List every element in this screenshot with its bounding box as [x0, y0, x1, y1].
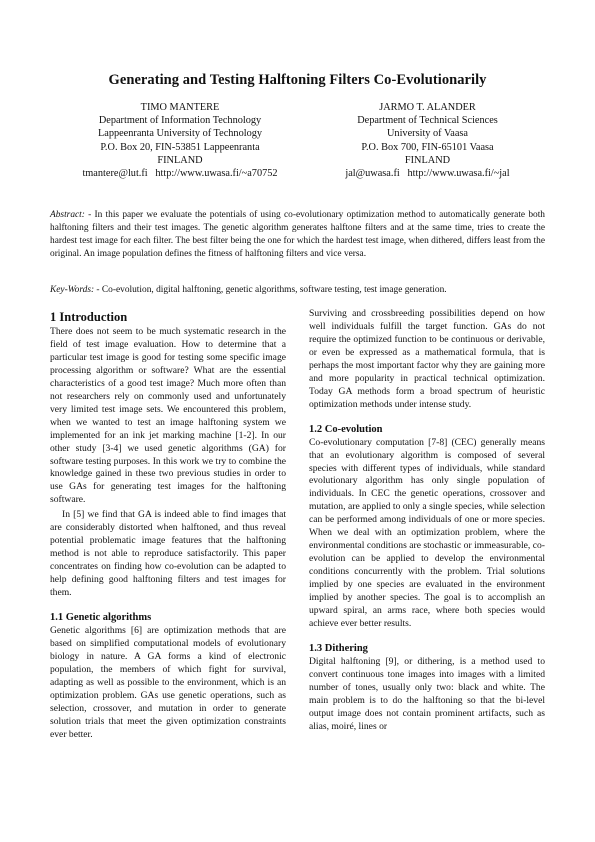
author-contact: tmantere@lut.fi http://www.uwasa.fi/~a70752	[82, 168, 278, 180]
author-address: P.O. Box 20, FIN-53851 Lappeenranta	[100, 141, 260, 153]
paper-title: Generating and Testing Halftoning Filters Co-Evolutionarily	[108, 72, 487, 88]
author-department: Department of Technical Sciences	[357, 115, 498, 127]
author-country: FINLAND	[404, 154, 451, 166]
author-country: FINLAND	[157, 154, 203, 166]
right-column	[309, 308, 545, 734]
section-heading-co-evolution: 1.2 Co-evolution	[309, 423, 383, 435]
paragraph: Genetic algorithms [6] are optimization methods that are based on simplified computational models of evolutionary biology in nature. A GA forms a kind of electronic population, the members of which fight for survival, adapting as well as possible to the environment, which is an optimization problem. GAs use genetic operations, such as selection, crossover, and mutation in order to generate solution trials that meet the given optimization constraints ever better.	[50, 625, 286, 740]
paragraph: There does not seem to be much systematic research in the field of test image evaluation. How to determine that a particular test image is good for testing some specific image processing algorithm or software? What are the essential characteristics of a good test image? Much more often than not researchers rely on commonly used and unfortunately very limited test image sets. We encountered this problem, when we wanted to test an image halftoning system we implemented for an ink jet marking machine [1-2]. In our other study [3-4] we used genetic algorithms (GA) for software testing purposes. In this work we try to combine the knowledge gained in these two previous studies in order to use GAs for generating test images for the halftoning software.	[50, 326, 286, 506]
paragraph: Co-evolutionary computation [7-8] (CEC) generally means that an evolutionary algorithm is composed of several species with different types of individuals, while standard evolutionary algorithm has only single population of individuals. In CEC the genetic operations, crossover and mutation, are applied to only a single species, while selection can be performed among individuals of one or more species. When we deal with an optimization problem, where the environmental conditions are stochastic or immeasurable, co-evolution can be applied to develop the environmental conditions concurrently with the problem. Trial solutions implied by one species are evaluated in the environment implied by another species. The goal is to accomplish an upward spiral, an arms race, where both species would achieve ever better results.	[309, 436, 545, 629]
author-contact: jal@uwasa.fi http://www.uwasa.fi/~jal	[345, 168, 510, 180]
author-block-1	[50, 101, 310, 180]
keywords-text: Co-evolution, digital halftoning, genetic algorithms, software testing, test image generation.	[99, 285, 447, 295]
author-university: Lappeenranta University of Technology	[97, 128, 263, 140]
author-name: TIMO MANTERE	[140, 102, 220, 113]
author-address: P.O. Box 700, FIN-65101 Vaasa	[361, 141, 494, 153]
section-heading-genetic-algorithms: 1.1 Genetic algorithms	[50, 612, 152, 624]
abstract-text: In this paper we evaluate the potentials of using co-evolutionary optimization method to automatically generate both halftoning filters and their test images. The genetic algorithm generates halftone filters and at the same time, tries to create the hardest test image for each filter. The best filter being the one for which the hardest test image, when dithered, differs least from the original. An image population defines the fitness of halftoning filters and vice versa.	[50, 210, 545, 259]
abstract	[50, 209, 545, 261]
author-department: Department of Information Technology	[98, 115, 262, 127]
left-column	[50, 310, 286, 742]
section-heading-introduction: 1 Introduction	[50, 310, 128, 324]
author-university: University of Vaasa	[386, 128, 469, 140]
paragraph: Surviving and crossbreeding possibilities depend on how well individuals fulfill the target function. GAs do not require the optimized function to be continuous or derivable, or even be expressed as a mathematical formula, that is perhaps the most important factor why they are gaining more and more popularity in practical technical optimization. Today GA methods form a broad spectrum of heuristic optimization methods under intense study.	[309, 308, 545, 410]
paragraph: In [5] we find that GA is indeed able to find images that are considerably distorted when halftoned, and thus reveal potential problematic image features that the halftoning method is not able to reproduce satisfactorily. This paper concentrates on finding how co-evolution can be adapted to help defining good halftoning filters and test images for them.	[50, 509, 286, 599]
keywords-label: Key-Words: -	[50, 285, 100, 295]
author-name: JARMO T. ALANDER	[379, 102, 476, 113]
paragraph: Digital halftoning [9], or dithering, is a method used to convert continuous tone images into images with a limited number of tones, usually only two: black and white. The main problem is to do the halftoning so that the bi-level output image does not contain prominent artifacts, such as alias, moiré, lines or	[309, 655, 545, 732]
author-block-2	[305, 101, 550, 180]
section-heading-dithering: 1.3 Dithering	[309, 642, 368, 654]
abstract-label: Abstract: -	[50, 210, 92, 220]
keywords	[50, 284, 545, 297]
